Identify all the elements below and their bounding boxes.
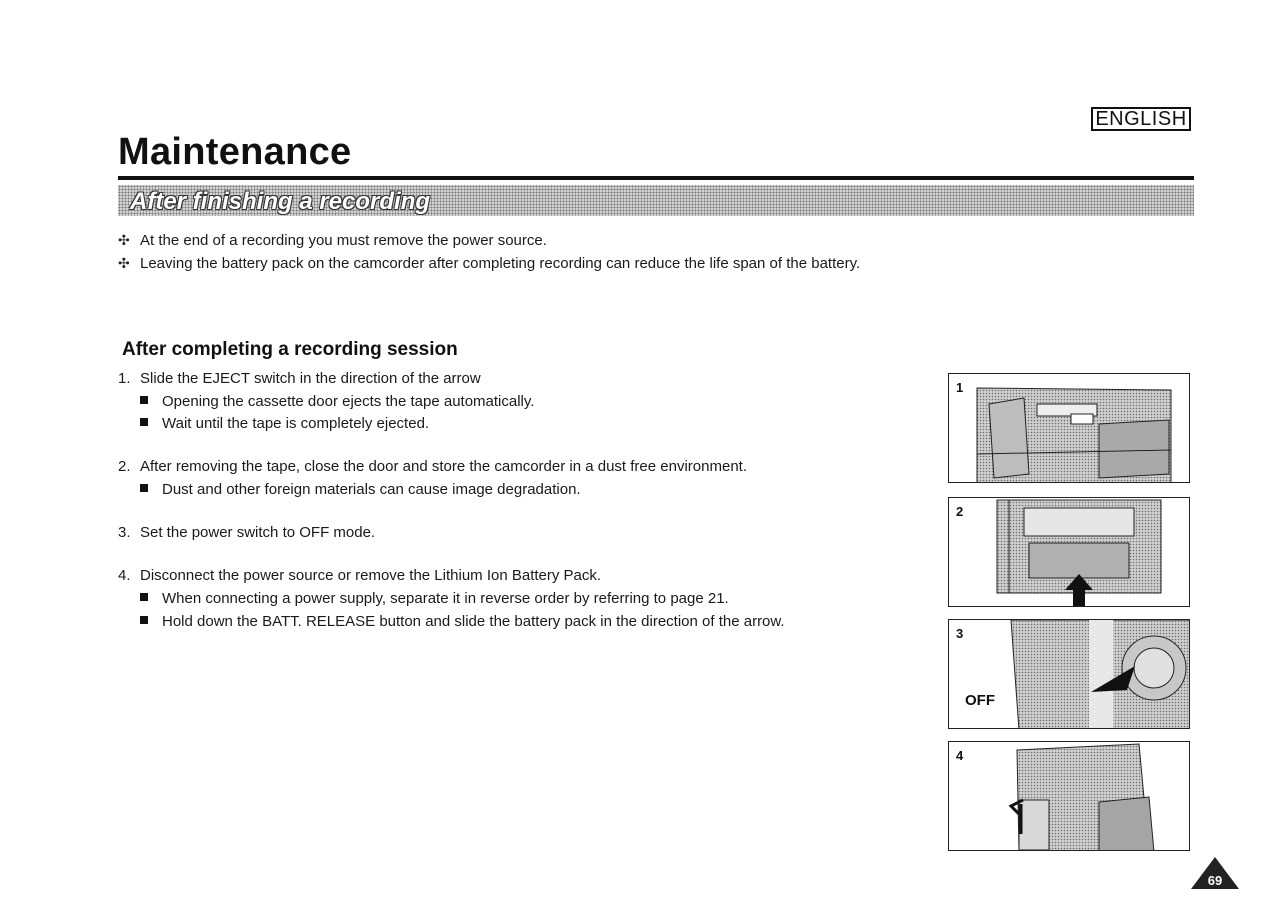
figure-4-battery-release — [948, 741, 1190, 851]
note-item — [118, 255, 860, 272]
procedure-heading: After completing a recording session — [122, 339, 458, 360]
figure-number: 1 — [956, 380, 964, 395]
triangle-page-icon — [1190, 856, 1240, 890]
step-1-subitem — [140, 415, 429, 432]
step-text: After removing the tape, close the door and store the camcorder in a dust free environment. — [140, 458, 747, 475]
figure-2-close-door — [948, 497, 1190, 607]
figure-1-eject-switch — [948, 373, 1190, 483]
square-bullet-icon — [140, 593, 148, 601]
figure-number: 3 — [956, 626, 964, 641]
figure-number: 4 — [956, 748, 964, 763]
section-banner-title: After finishing a recording — [130, 188, 431, 215]
square-bullet-icon — [140, 418, 148, 426]
subitem-text: Wait until the tape is completely ejected. — [162, 415, 430, 432]
page-title: Maintenance — [118, 131, 352, 173]
subitem-text: When connecting a power supply, separate it in reverse order by referring to page 21. — [162, 590, 729, 607]
figure-3-power-switch — [948, 619, 1190, 729]
page-number: 69 — [1207, 873, 1223, 888]
note-item — [118, 232, 547, 249]
figure-number: 2 — [956, 504, 964, 519]
square-bullet-icon — [140, 616, 148, 624]
language-badge: ENGLISH — [1091, 107, 1191, 131]
subitem-text: Opening the cassette door ejects the tape automatically. — [162, 393, 535, 410]
step-4 — [118, 567, 601, 584]
step-text: Disconnect the power source or remove the Lithium Ion Battery Pack. — [140, 567, 602, 584]
section-banner — [118, 185, 1194, 216]
step-2-subitem — [140, 481, 581, 498]
power-switch-illustration — [949, 620, 1190, 729]
subitem-text: Hold down the BATT. RELEASE button and slide the battery pack in the direction of the arrow. — [162, 613, 785, 630]
step-number: 2. — [118, 458, 131, 475]
step-1 — [118, 370, 481, 387]
step-number: 4. — [118, 567, 131, 584]
square-bullet-icon — [140, 484, 148, 492]
step-number: 3. — [118, 524, 131, 541]
four-point-star-icon: ✣ — [118, 232, 130, 248]
step-3 — [118, 524, 375, 541]
step-2 — [118, 458, 747, 475]
subitem-text: Dust and other foreign materials can cause image degradation. — [162, 481, 581, 498]
note-text: At the end of a recording you must remove the power source. — [140, 232, 547, 249]
off-label: OFF — [965, 692, 995, 709]
step-4-subitem — [140, 590, 729, 607]
note-text: Leaving the battery pack on the camcorder after completing recording can reduce the life span of the battery. — [140, 255, 861, 272]
battery-release-illustration — [949, 742, 1190, 851]
step-4-subitem — [140, 613, 785, 630]
title-rule — [118, 176, 1194, 180]
step-1-subitem — [140, 393, 534, 410]
camcorder-door-illustration — [949, 498, 1190, 607]
step-text: Slide the EJECT switch in the direction of the arrow — [140, 370, 481, 387]
square-bullet-icon — [140, 396, 148, 404]
step-text: Set the power switch to OFF mode. — [140, 524, 376, 541]
camcorder-eject-illustration — [949, 374, 1190, 483]
step-number: 1. — [118, 370, 131, 387]
four-point-star-icon: ✣ — [118, 255, 130, 271]
